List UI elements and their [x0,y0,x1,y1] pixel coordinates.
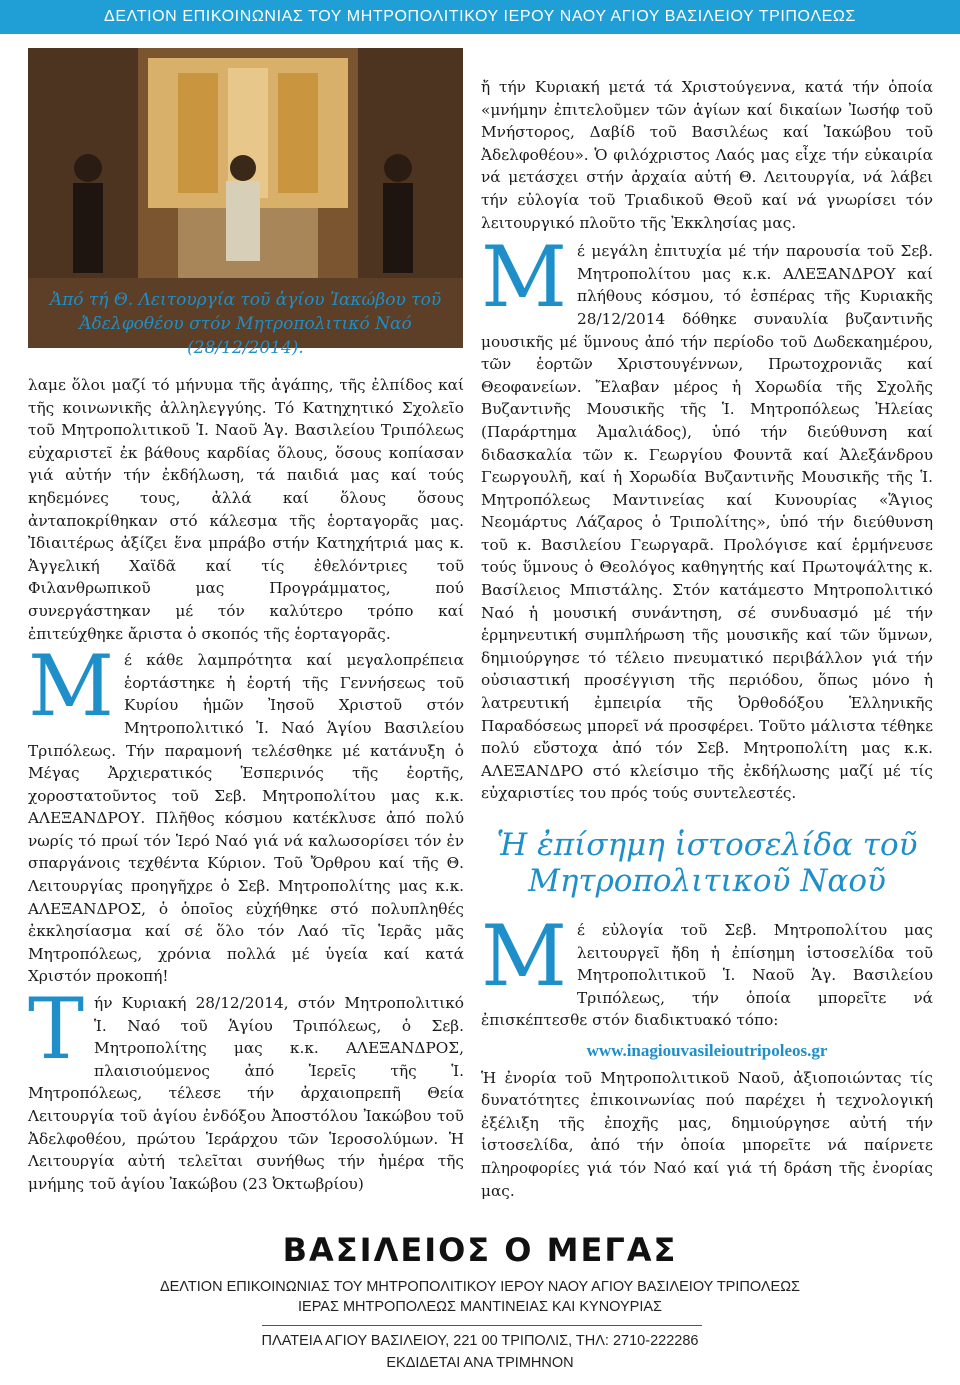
left-paragraph-1: λαμε ὅλοι μαζί τό μήνυμα τῆς ἀγάπης, τῆς ἐλπίδος καί τῆς κοινωνικῆς ἀλληλεγγύης. Τό Κατηχητικό Σχολεῖο τοῦ Μητροπολιτικοῦ Ἱ. Ναοῦ Ἁγ. Βασιλείου Τριπόλεως εὐχαριστεῖ ἐκ βάθους καρδίας ὅλους, ὅσους κοπίασαν γιά αὐτήν τήν ἐκδήλωση, τά παιδιά μας καί τούς κηδεμόνες τους, ἀλλά καί ὅλους ὅσους ἀνταποκρίθηκαν στό κάλεσμα τῆς ἑορταγορᾶς μας. Ἰδιαιτέρως ἀξίζει ἕνα μπράβο στήν Κατηχήτριά μας κ. Ἀγγελική Χαϊδᾶ καί τίς ἐθελόντριες τοῦ Φιλανθρωπικοῦ μας Προγράμματος, πού συνεργάστηκαν μέ τόν καλύτερο τρόπο καί ἐπιτεύχθηκε ἄριστα ὁ σκοπός τῆς ἑορταγορᾶς. [28,376,464,643]
footer-frequency: ΕΚΔΙΔΕΤΑΙ ΑΝΑ ΤΡΙΜΗΝΟΝ [386,1355,574,1371]
footer [0,1225,960,1385]
website-heading: Ἡ ἐπίσημη ἱστοσελίδα τοῦ Μητροπολιτικοῦ Ναοῦ [496,827,918,899]
right-paragraph-1: ἤ τήν Κυριακή μετά τά Χριστούγεννα, κατά τήν ὁποία «μνήμην ἐπιτελοῦμεν τῶν ἁγίων καί δικαίων Ἰωσήφ τοῦ Μνήστορος, Δαβίδ τοῦ Βασιλέως καί Ἰακώβου τοῦ Ἀδελφοθέου». Ὁ φιλόχριστος Λαός μας εἶχε τήν εὐκαιρία νά μετάσχει στήν ἀρχαία αὐτή Θ. Λειτουργία, νά λάβει τήν εὐλογία τοῦ Τριαδικοῦ Θεοῦ καί νά γνωρίσει τόν λειτουργικό πλοῦτο τῆς Ἐκκλησίας μας. [481,78,933,232]
footer-line-2: ΙΕΡΑΣ ΜΗΤΡΟΠΟΛΕΩΣ ΜΑΝΤΙΝΕΙΑΣ ΚΑΙ ΚΥΝΟΥΡΙΑΣ [298,1299,662,1315]
masthead-title: ΒΑΣΙΛΕΙΟΣ Ο ΜΕΓΑΣ [282,1231,678,1269]
right-paragraph-3: έ εὐλογία τοῦ Σεβ. Μητροπολίτου μας λειτουργεῖ ἤδη ἡ ἐπίσημη ἱστοσελίδα τοῦ Μητροπολιτικοῦ Ἱ. Ναοῦ Ἁγ. Βασιλείου Τριπόλεως, τήν ὁποία μπορεῖτε νά ἐπισκέπτεσθε στόν διαδικτυακό τόπο: [481,921,933,1030]
left-paragraph-3: ήν Κυριακή 28/12/2014, στόν Μητροπολιτικό Ἱ. Ναό τοῦ Ἁγίου Τριπόλεως, ὁ Σεβ. Μητροπολίτης μας κ.κ. ΑΛΕΞΑΝΔΡΟΣ, πλαισιούμενος ἀπό Ἱερεῖς τῆς Ἱ. Μητροπόλεως, τέλεσε τήν ἀρχαιοπρεπῆ Θεία Λειτουργία τοῦ ἁγίου ἐνδόξου Ἀποστόλου Ἰακώβου τοῦ Ἀδελφοθέου, πρώτου Ἱεράρχου τῶν Ἱεροσολύμων. Ἡ Λειτουργία αὐτή τελεῖται συνήθως τήν ἡμέρα τῆς μνήμης τοῦ ἁγίου Ἰακώβου (23 Ὀκτωβρίου) [28,994,464,1193]
right-paragraph-2: έ μεγάλη ἐπιτυχία μέ τήν παρουσία τοῦ Σεβ. Μητροπολίτου μας κ.κ. ΑΛΕΞΑΝΔΡΟΥ καί πλήθους κόσμου, τό ἑσπέρας τῆς Κυριακῆς 28/12/2014 δόθηκε συναυλία βυζαντινῆς μουσικῆς μέ ὕμνους ἀπό τήν περίοδο τοῦ Δωδεκαημέρου, τῶν ἑορτῶν Χριστουγέννων, Πρωτοχρονιᾶς καί Θεοφανείων. Ἔλαβαν μέρος ἡ Χορωδία τῆς Σχολῆς Βυζαντινῆς Μουσικῆς τῆς Ἱ. Μητροπόλεως Ἠλείας (Παράρτημα Ἀμαλιάδος), ὑπό τήν διεύθυνση καί διδασκαλία τῶν κ. Γεωργίου Φουντᾶ καί Ἀλεξάνδρου Γεωργουλῆ, καί ἡ Χορωδία Βυζαντινῆς Μουσικῆς τῆς Ἱ. Μητροπόλεως Μαντινείας καί Κυνουρίας «Ἅγιος Νεομάρτυς Λάζαρος ὁ Τριπολίτης», ὑπό τήν διεύθυνση τοῦ κ. Βασιλείου Γεωργαρᾶ. Προλόγισε καί ἑρμήνευσε τούς ὕμνους ὁ Θεολόγος καθηγητής καί Πρωτοψάλτης κ. Βασίλειος Μπιστάλης. Στόν κατάμεστο Μητροπολιτικό Ναό ἡ μουσική συνάντηση, σέ συνδυασμό μέ τήν ἑρμηνευτική συμπλήρωση τῆς μουσικῆς καί τῶν ὕμνων, δημιούργησε τό τέλειο πνευματικό περιβάλλον γιά τήν οὐσιαστική προσέγγιση τῆς περιόδου, ὅπως μόνο ἡ λατρευτική ἐμπειρία τῆς Ὀρθοδόξου Ἑλληνικῆς Παραδόσεως μπορεῖ νά προσφέρει. Τοῦτο μάλιστα τέθηκε πολύ εὔστοχα ἀπό τόν Σεβ. Μητροπολίτη μας κ.κ. ΑΛΕΞΑΝΔΡΟ στό κλείσιμο τῆς ἐκδήλωσης μαζί μέ τίς εὐχαριστίες του πρός τούς συντελεστές. [481,242,933,803]
right-paragraph-4: Ἡ ἐνορία τοῦ Μητροπολιτικοῦ Ναοῦ, ἀξιοποιώντας τίς δυνατότητες ἐπικοινωνίας πού παρέχει ἡ τεχνολογική ἐξέλιξη τῆς ἐποχῆς μας, δημιούργησε αὐτή τήν ἱστοσελίδα, ἀπό τήν ὁποία μπορεῖτε νά παίρνετε πληροφορίες γιά τόν Ναό καί γιά τή δράση τῆς ἐνορίας μας. [481,1068,933,1200]
photo-caption: Ἀπό τή Θ. Λειτουργία τοῦ ἁγίου Ἰακώβου τοῦ Ἀδελφοθέου στόν Μητροπολιτικό Ναό (28/12/2014). [49,290,442,358]
header-banner: ΔΕΛΤΙΟΝ ΕΠΙΚΟΙΝΩΝΙΑΣ ΤΟΥ ΜΗΤΡΟΠΟΛΙΤΙΚΟΥ ΙΕΡΟΥ ΝΑΟΥ ΑΓΙΟΥ ΒΑΣΙΛΕΙΟΥ ΤΡΙΠΟΛΕΩΣ [0,0,960,34]
left-column [28,374,464,1195]
footer-address: ΠΛΑΤΕΙΑ ΑΓΙΟΥ ΒΑΣΙΛΕΙΟΥ, 221 00 ΤΡΙΠΟΛΙΣ, ΤΗΛ: 2710-222286 [261,1333,699,1349]
right-column [481,76,933,1202]
left-paragraph-2: έ κάθε λαμπρότητα καί μεγαλοπρέπεια ἑορτάστηκε ἡ ἑορτή τῆς Γεννήσεως τοῦ Κυρίου ἡμῶν Ἰησοῦ Χριστοῦ στόν Μητροπολιτικό Ἱ. Ναό Ἁγίου Βασιλείου Τριπόλεως. Τήν παραμονή τελέσθηκε μέ κατάνυξη ὁ Μέγας Ἀρχιερατικός Ἑσπερινός τῆς ἑορτῆς, χοροστατοῦντος τοῦ Σεβ. Μητροπολίτου μας κ.κ. ΑΛΕΞΑΝΔΡΟΥ. Πλῆθος κόσμου κατέκλυσε ἀπό πολύ νωρίς τό πρωί τόν Ἱερό Ναό γιά νά καλωσορίσει τόν ἐν σπαργάνοις τεχθέντα Κύριον. Τοῦ Ὄρθρου καί τῆς Θ. Λειτουργίας προηγῆχρε ὁ Σεβ. Μητροπολίτης μας κ.κ. ΑΛΕΞΑΝΔΡΟΣ, ὁ ὁποῖος εὐχήθηκε στό πολυπληθές ἐκκλησίασμα καί σέ ὅλο τόν Λαό τῖς Ἱερᾶς μᾶς Μητροπόλεως, χρόνια πολλά μέ ὑγεία καί κατά Χριστόν προκοπή! [28,651,464,986]
drop-cap: Μ [481,907,568,1005]
footer-divider [262,1325,702,1326]
website-link[interactable]: www.inagiouvasileioutripoleos.gr [586,1040,828,1060]
footer-line-1: ΔΕΛΤΙΟΝ ΕΠΙΚΟΙΝΩΝΙΑΣ ΤΟΥ ΜΗΤΡΟΠΟΛΙΤΙΚΟΥ ΙΕΡΟΥ ΝΑΟΥ ΑΓΙΟΥ ΒΑΣΙΛΕΙΟΥ ΤΡΙΠΟΛΕΩΣ [159,1279,801,1295]
drop-cap: Μ [481,228,568,327]
drop-cap: Τ [28,980,85,1079]
drop-cap: Μ [28,637,115,736]
